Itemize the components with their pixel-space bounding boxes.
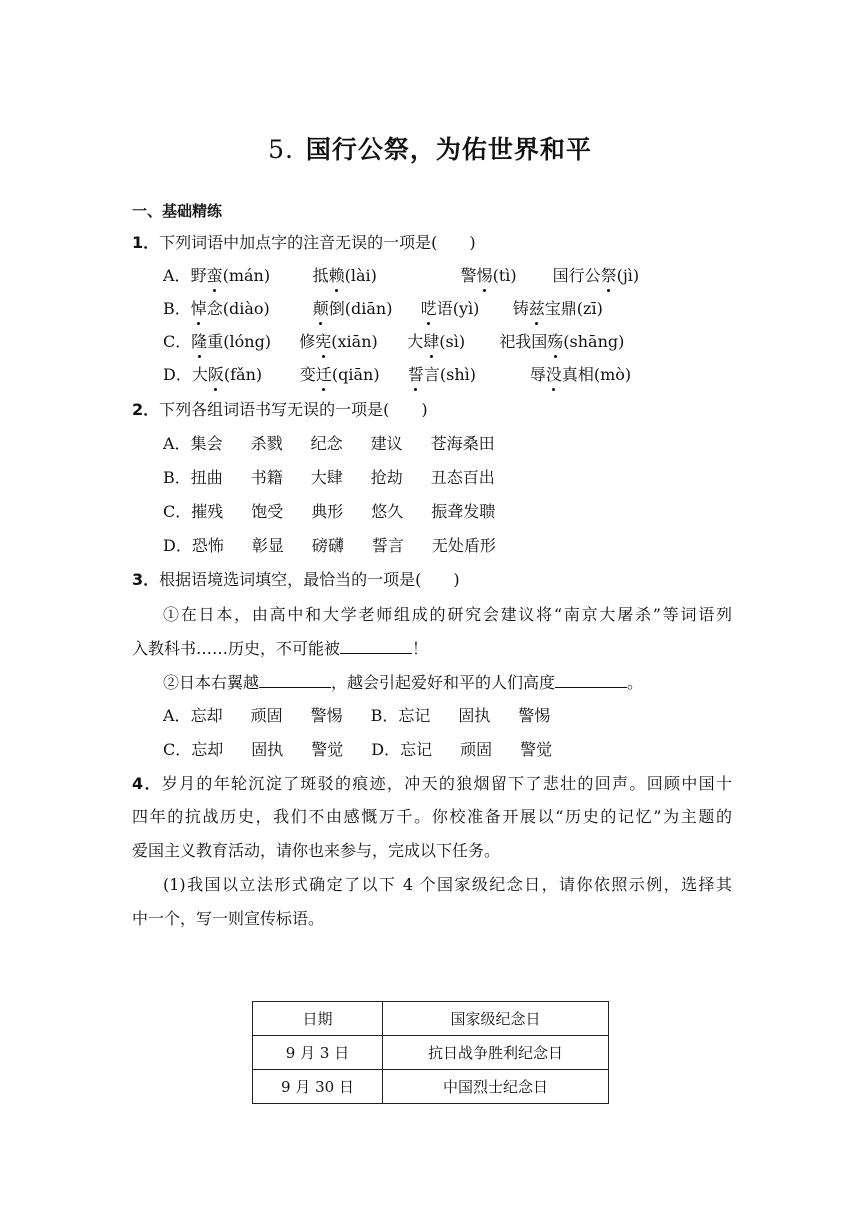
q1-option-a: A．野蛮(mán) 抵赖(lài) 警惕(tì) 国行公祭(jì) xyxy=(163,266,640,285)
q3-options-cd: C．忘却 固执 警觉 D．忘记 顽固 警觉 xyxy=(163,740,553,759)
q2-option-a: A．集会 杀戮 纪念 建议 苍海桑田 xyxy=(163,434,495,453)
q2-option-d: D．恐怖 彰显 磅礴 誓言 无处盾形 xyxy=(163,536,496,555)
q2-option-c: C．摧残 饱受 典形 悠久 振聋发聩 xyxy=(163,502,496,521)
question-4-sub1-line-1: (1)我国以立法形式确定了以下 4 个国家级纪念日，请你依照示例，选择其 xyxy=(163,875,732,894)
q3-sentence-1: ①在日本，由高中和大学老师组成的研究会建议将“南京大屠杀”等词语列 xyxy=(163,605,732,624)
question-3-stem: 3．根据语境选词填空，最恰当的一项是( ) xyxy=(132,570,460,589)
fill-blank-2 xyxy=(259,671,331,688)
page-title xyxy=(0,130,860,166)
q2-option-b: B．扭曲 书籍 大肆 抢劫 丑态百出 xyxy=(163,468,495,487)
table-header: 日期 xyxy=(253,1002,383,1036)
question-2-stem: 2．下列各组词语书写无误的一项是( ) xyxy=(132,400,428,419)
table-cell: 9 月 3 日 xyxy=(253,1036,383,1070)
table-cell: 抗日战争胜利纪念日 xyxy=(383,1036,609,1070)
q3-options-ab: A．忘却 顽固 警惕 B．忘记 固执 警惕 xyxy=(163,706,551,725)
section-heading: 一、基础精练 xyxy=(132,202,223,220)
table-header: 国家级纪念日 xyxy=(383,1002,609,1036)
question-4-sub1-line-2: 中一个，写一则宣传标语。 xyxy=(132,909,325,928)
lesson-number: 5. xyxy=(268,135,294,164)
question-4-line-1: 4．岁月的年轮沉淀了斑驳的痕迹，冲天的狼烟留下了悲壮的回声。回顾中国十 xyxy=(132,774,732,793)
q1-option-c: C．隆重(lóng) 修宪(xiān) 大肆(sì) 祀我国殇(shāng) xyxy=(163,332,625,351)
table-cell: 9 月 30 日 xyxy=(253,1070,383,1104)
q1-option-b: B．悼念(diào) 颠倒(diān) 呓语(yì) 铸兹宝鼎(zī) xyxy=(163,299,603,318)
table-cell: 中国烈士纪念日 xyxy=(383,1070,609,1104)
q1-option-d: D．大阪(fǎn) 变迁(qiān) 誓言(shì) 辱没真相(mò) xyxy=(163,365,632,384)
question-4-line-2: 四年的抗战历史，我们不由感慨万千。你校准备开展以“历史的记忆”为主题的 xyxy=(132,807,732,826)
table-header-row xyxy=(253,1002,609,1036)
fill-blank-3 xyxy=(555,671,627,688)
table-row xyxy=(253,1036,609,1070)
table-row xyxy=(253,1070,609,1104)
lesson-title: 国行公祭，为佑世界和平 xyxy=(305,135,592,164)
question-1-stem: 1．下列词语中加点字的注音无误的一项是( ) xyxy=(132,233,476,252)
q3-sentence-2: ②日本右翼越 ，越会引起爱好和平的人们高度 。 xyxy=(163,673,644,692)
q3-sentence-1-cont: 入教科书……历史，不可能被 ！ xyxy=(132,639,429,658)
memorial-days-table xyxy=(252,1001,609,1104)
fill-blank-1 xyxy=(340,637,412,654)
question-4-line-3: 爱国主义教育活动，请你也来参与，完成以下任务。 xyxy=(132,841,501,860)
